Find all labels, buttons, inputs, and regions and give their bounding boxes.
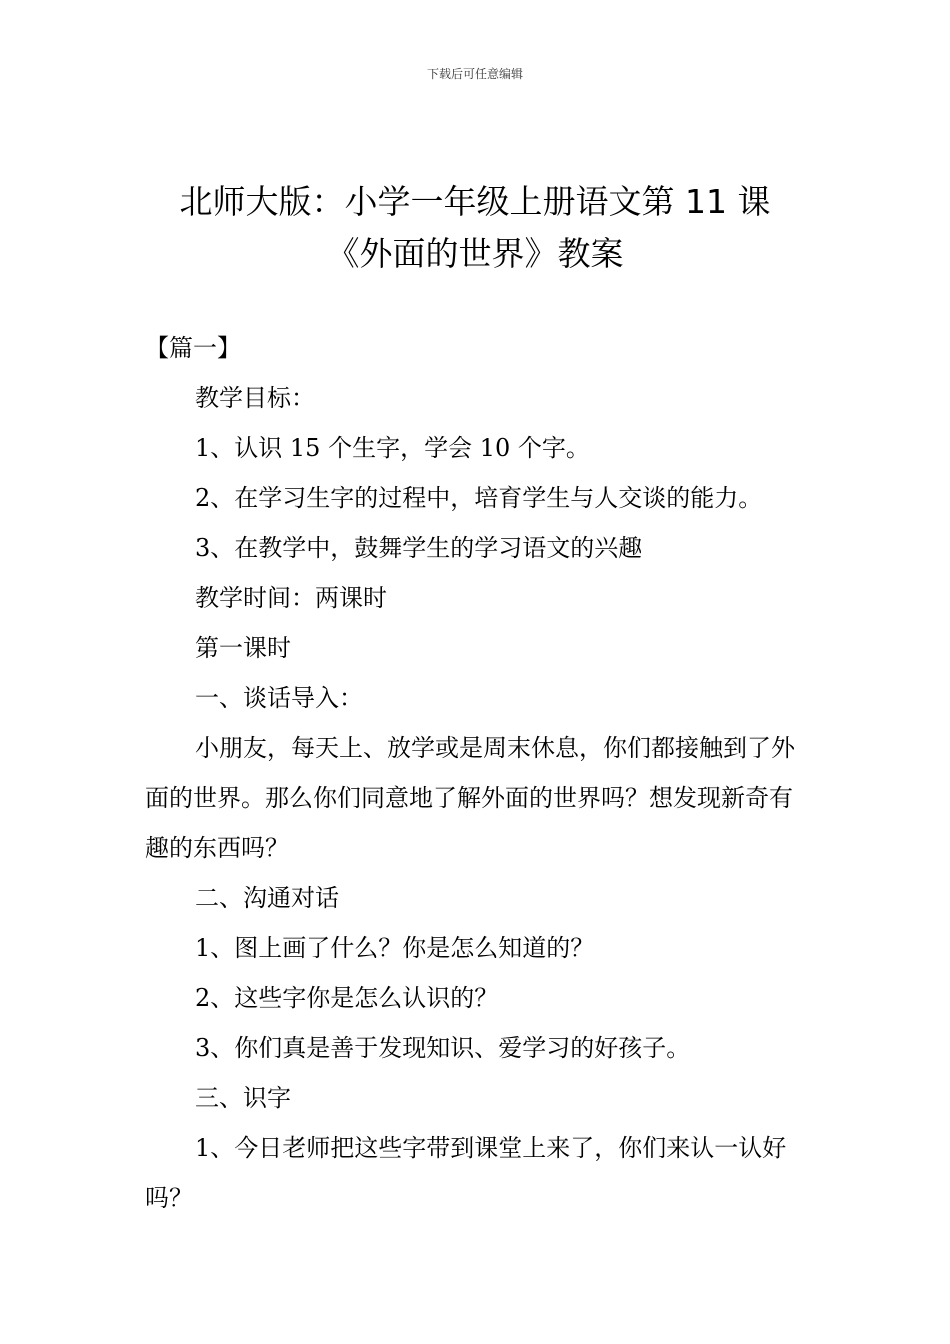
teaching-time: 教学时间：两课时 — [195, 584, 387, 612]
page-header: 下载后可任意编辑 — [426, 67, 523, 81]
goal-item-1: 1、认识 15 个生字，学会 10 个字。 — [195, 434, 590, 462]
goal-item-2: 2、在学习生字的过程中，培育学生与人交谈的能力。 — [195, 484, 763, 512]
document-body — [145, 323, 810, 1223]
section-label: 【篇一】 — [145, 334, 241, 362]
document-title — [100, 176, 850, 280]
goal-item-3: 3、在教学中，鼓舞学生的学习语文的兴趣 — [195, 534, 643, 562]
lesson-heading: 第一课时 — [195, 634, 291, 662]
part1-heading: 一、谈话导入： — [195, 684, 363, 712]
title-line-2: 《外面的世界》教案 — [326, 234, 624, 273]
title-line-1: 北师大版：小学一年级上册语文第 11 课 — [179, 182, 771, 221]
question-item-2: 2、这些字你是怎么认识的？ — [195, 984, 499, 1012]
part3-paragraph: 1、今日老师把这些字带到课堂上来了，你们来认一认好吗？ — [145, 1134, 787, 1212]
question-item-1: 1、图上画了什么？你是怎么知道的？ — [195, 934, 595, 962]
goals-heading: 教学目标： — [195, 384, 315, 412]
part2-heading: 二、沟通对话 — [195, 884, 339, 912]
question-item-3: 3、你们真是善于发现知识、爱学习的好孩子。 — [195, 1034, 691, 1062]
part1-paragraph: 小朋友，每天上、放学或是周末休息，你们都接触到了外面的世界。那么你们同意地了解外面的世界吗？想发现新奇有趣的东西吗？ — [145, 734, 795, 862]
part3-heading: 三、识字 — [195, 1084, 291, 1112]
